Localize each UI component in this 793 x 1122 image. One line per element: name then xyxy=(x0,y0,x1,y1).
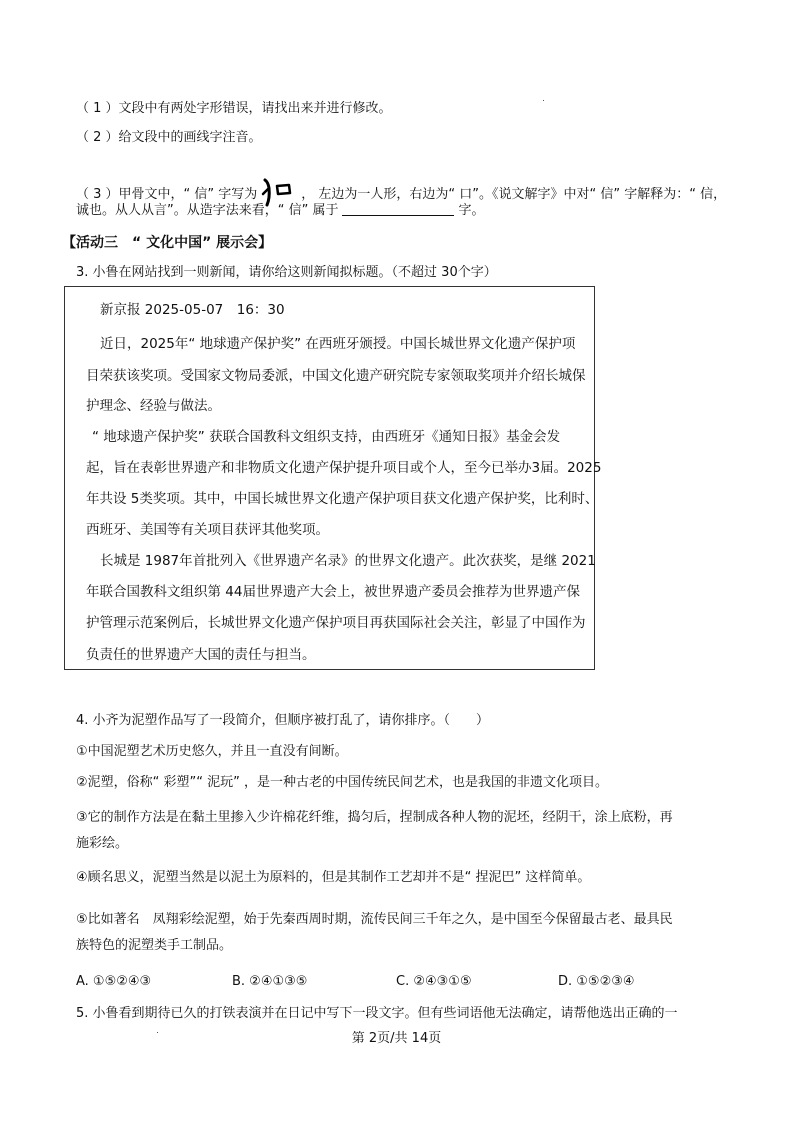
news-line: 护理念、经验与做法。 xyxy=(86,398,221,414)
q4-item: ①中国泥塑艺术历史悠久，并且一直没有间断。 xyxy=(76,744,348,759)
option-c[interactable]: C. ②④③①⑤ xyxy=(396,974,472,989)
news-line: 年联合国教科文组织第 44届世界遗产大会上，被世界遗产委员会推荐为世界遗产保 xyxy=(86,584,580,600)
news-line: 负责任的世界遗产大国的责任与担当。 xyxy=(86,647,316,663)
q4-item: ④顾名思义，泥塑当然是以泥土为原料的，但是其制作工艺却并不是“ 捏泥巴” 这样简单。 xyxy=(76,870,591,885)
option-a[interactable]: A. ①⑤②④③ xyxy=(76,974,152,989)
option-b[interactable]: B. ②④①③⑤ xyxy=(232,974,308,989)
q2-sub2: （ 2 ）给文段中的画线字注音。 xyxy=(76,130,262,145)
answer-blank[interactable] xyxy=(342,203,454,216)
scan-dot xyxy=(543,100,544,101)
q4-item: 施彩绘。 xyxy=(76,836,129,851)
q4-item: ③它的制作方法是在黏土里掺入少许棉花纤维，捣匀后，捏制成各种人物的泥坯，经阴干，涂上底粉，再 xyxy=(76,810,673,825)
news-line: 目荣获该奖项。受国家文物局委派，中国文化遗产研究院专家领取奖项并介绍长城保 xyxy=(86,368,586,384)
news-line: 长城是 1987年首批列入《世界遗产名录》的世界文化遗产。此次获奖，是继 2021 xyxy=(100,553,596,569)
activity3-heading: 【活动三 “ 文化中国” 展示会】 xyxy=(62,235,273,251)
q4-item: 族特色的泥塑类手工制品。 xyxy=(76,938,233,953)
page-number: 第 2页/共 14页 xyxy=(351,1031,442,1046)
news-line: 近日，2025年“ 地球遗产保护奖” 在西班牙颁授。中国长城世界文化遗产保护项 xyxy=(100,336,576,352)
q2-sub3-line2 xyxy=(76,203,485,219)
q3-prompt: 3. 小鲁在网站找到一则新闻，请你给这则新闻拟标题。（不超过 30个字） xyxy=(76,265,497,280)
q2-sub3-line2-after: 字。 xyxy=(458,203,485,218)
news-dateline: 新京报 2025-05-07 16：30 xyxy=(100,302,285,318)
q2-sub3-part1: （ 3 ）甲骨文中，“ 信” 字写为 xyxy=(76,187,258,202)
q4-prompt: 4. 小齐为泥塑作品写了一段简介，但顺序被打乱了，请你排序。（ ） xyxy=(76,713,490,728)
q2-sub1: （ 1 ）文段中有两处字形错误，请找出来并进行修改。 xyxy=(76,101,392,116)
q4-item: ⑤比如著名 凤翔彩绘泥塑，始于先秦西周时期，流传民间三千年之久，是中国至今保留最古老、最具民 xyxy=(76,912,673,927)
scan-dot xyxy=(157,1032,158,1033)
q5-prompt: 5. 小鲁看到期待已久的打铁表演并在日记中写下一段文字。但有些词语他无法确定，请帮他选出正确的一 xyxy=(76,1006,678,1021)
news-line: 护管理示范案例后，长城世界文化遗产保护项目再获国际社会关注，彰显了中国作为 xyxy=(86,615,586,631)
q2-sub3-line2-before: 诚也。从人从言”。从造字法来看，“ 信” 属于 xyxy=(76,203,339,218)
news-line: 年共设 5类奖项。其中，中国长城世界文化遗产保护项目获文化遗产保护奖，比利时、 xyxy=(86,491,599,507)
q4-item: ②泥塑，俗称“ 彩塑”“ 泥玩” ，是一种古老的中国传统民间艺术，也是我国的非遗文化项目。 xyxy=(76,775,608,790)
news-line: “ 地球遗产保护奖” 获联合国教科文组织支持，由西班牙《通知日报》基金会发 xyxy=(92,429,561,445)
news-line: 起，旨在表彰世界遗产和非物质文化遗产保护提升项目或个人，至今已举办3届。2025 xyxy=(86,460,602,476)
option-d[interactable]: D. ①⑤②③④ xyxy=(558,974,635,989)
q2-sub3-part2: ， 左边为一人形，右边为“ 口”。《说文解字》中对“ 信” 字解释为：“ 信， xyxy=(301,187,727,202)
news-line: 西班牙、美国等有关项目获评其他奖项。 xyxy=(86,522,329,538)
